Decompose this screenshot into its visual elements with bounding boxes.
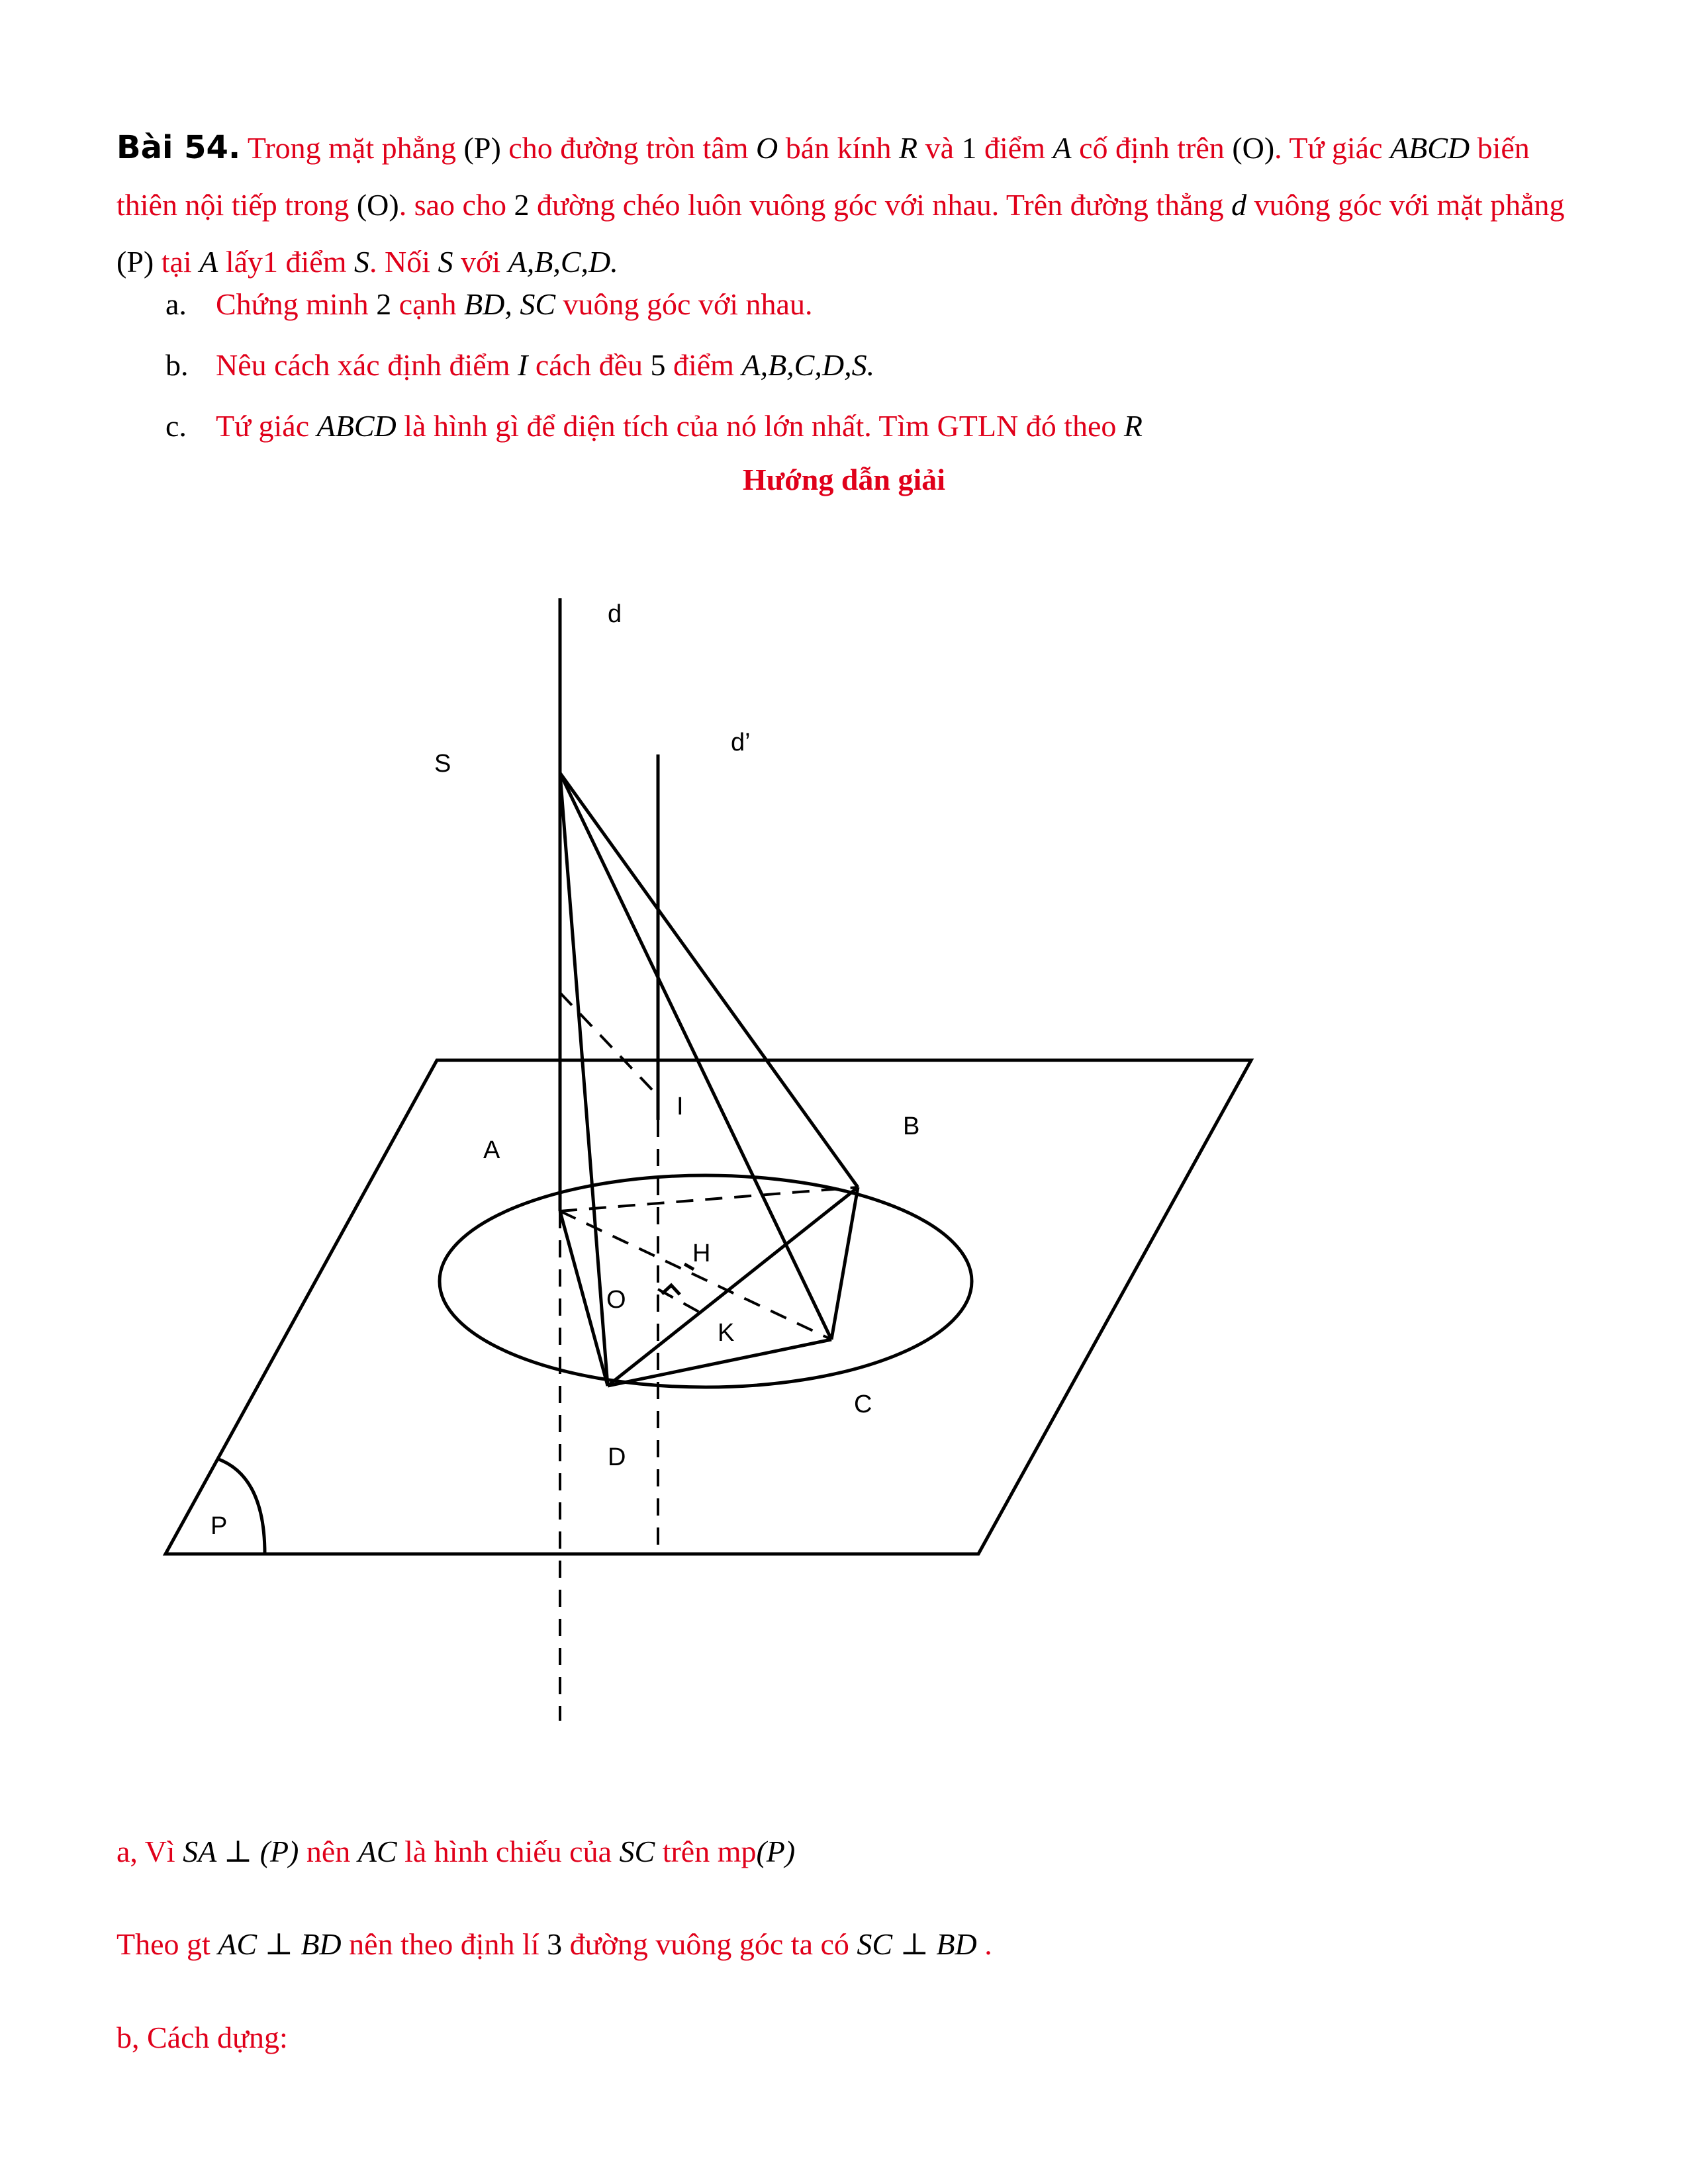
math-d: d [1231,188,1247,222]
math-A: A [199,245,218,279]
math-point-list: A,B,C,D,S. [741,348,875,382]
text-segment: điểm [984,131,1045,165]
math-one: 1 [961,131,977,165]
math-R: R [898,131,918,165]
text-segment: . Tứ giác [1274,131,1383,165]
label-P: P [211,1512,228,1540]
edge-AB-hidden [560,1187,858,1211]
text-segment: đường chéo luôn vuông góc với nhau. Trên đường thẳng [536,188,1224,222]
label-I: I [677,1093,684,1120]
text-segment: vuông góc với mặt phẳng [1254,188,1565,222]
text-segment: bán kính [785,131,892,165]
math-R: R [1123,409,1143,443]
text-segment: a, Vì [117,1835,175,1868]
math-two: 2 [514,188,530,222]
text-segment: lấy1 điểm [225,245,347,279]
answer-a-line1 [117,1833,795,1869]
math-O: O [756,131,778,165]
item-label: b. [165,348,189,382]
text-segment: trên mp [662,1835,757,1868]
text-segment: Theo gt [117,1927,211,1961]
item-label: a. [165,287,187,321]
label-d-prime: d’ [731,729,751,756]
label-C: C [854,1390,872,1418]
math-two: 2 [376,287,392,321]
math-ABCD: ABCD [316,409,397,443]
problem-label: Bài 54. [117,129,241,166]
text-segment: và [925,131,954,165]
item-label: c. [165,409,187,443]
math-five: 5 [650,348,666,382]
text-segment: . [984,1927,992,1961]
math-three: 3 [547,1927,563,1961]
label-d: d [608,600,622,628]
math-AC: AC [357,1835,397,1868]
math-O-circle: (O) [1232,131,1275,165]
math-SC-perp-BD: SC ⊥ BD [857,1927,977,1961]
text-segment: biến thiên nội tiếp trong [117,131,1530,222]
math-SA-perp-P: SA ⊥ (P) [183,1835,299,1868]
text-segment: b, Cách dựng: [117,2021,288,2054]
math-edges: BD, SC [464,287,556,321]
segment-to-I [560,993,658,1096]
text-segment: . sao cho [399,188,506,222]
math-P: (P) [463,131,501,165]
edge-SB [560,773,858,1187]
math-AC-perp-BD: AC ⊥ BD [218,1927,342,1961]
text-segment: cố định trên [1079,131,1225,165]
math-ABCD: ABCD [1390,131,1470,165]
text-segment: điểm [673,348,734,382]
solution-heading: Hướng dẫn giải [742,463,946,496]
math-O-circle: (O) [356,188,399,222]
math-S: S [354,245,370,279]
answer-a-line2 [117,1926,992,1962]
label-K: K [718,1319,735,1347]
text-segment: là hình gì để diện tích của nó lớn nhất. Tìm GTLN đó theo [404,409,1117,443]
text-segment: là hình chiếu của [404,1835,612,1868]
label-B: B [903,1113,920,1140]
label-S: S [434,750,451,778]
text-segment: tại [161,245,192,279]
math-P: (P) [117,245,154,279]
text-segment: cho đường tròn tâm [508,131,749,165]
text-segment: Chứng minh [216,287,369,321]
label-A: A [483,1136,500,1164]
math-S: S [438,245,453,279]
text-segment: Tứ giác [216,409,310,443]
text-segment: Trong mặt phẳng [247,131,457,165]
text-segment: cách đều [535,348,643,382]
text-segment: Nêu cách xác định điểm [216,348,510,382]
text-segment: . Nối [369,245,431,279]
text-segment: với [461,245,501,279]
edge-CB [831,1187,858,1340]
math-P: (P) [756,1835,796,1868]
math-point-list: A,B,C,D. [508,245,618,279]
text-segment: nên [306,1835,351,1868]
text-segment: vuông góc với nhau. [563,287,813,321]
label-D: D [608,1443,626,1471]
math-I: I [517,348,528,382]
text-segment: đường vuông góc ta có [569,1927,849,1961]
text-segment: cạnh [399,287,457,321]
label-O: O [606,1286,626,1314]
diagonal-BD [608,1187,858,1386]
answer-b-line1 [117,2020,288,2055]
math-A: A [1053,131,1072,165]
label-H: H [692,1240,711,1267]
text-segment: nên theo định lí [349,1927,539,1961]
math-SC: SC [619,1835,655,1868]
